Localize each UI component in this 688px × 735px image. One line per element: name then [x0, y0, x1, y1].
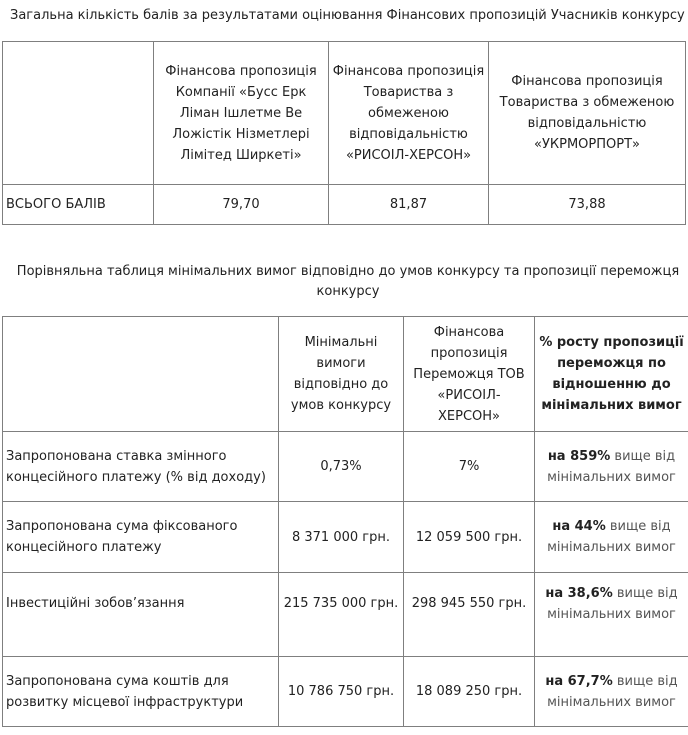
winner-offer: 298 945 550 грн. [404, 573, 535, 657]
column-header: % росту пропозиції переможця по відношенню до мінімальних вимог [535, 317, 688, 432]
score-value: 73,88 [489, 185, 686, 225]
min-requirement: 215 735 000 грн. [279, 573, 404, 657]
growth-cell [535, 657, 688, 727]
column-header: Фінансова пропозиція Компанії «Бусс Ерк Ліман Ішлетме Ве Ложістік Нізметлері Лімітед Ширкеті» [154, 42, 329, 185]
row-label: Запропонована ставка змінного концесійного платежу (% від доходу) [3, 432, 279, 502]
winner-offer: 18 089 250 грн. [404, 657, 535, 727]
comparison-title: Порівняльна таблиця мінімальних вимог відповідно до умов конкурсу та пропозиції переможця конкурсу [16, 264, 680, 299]
column-header: Мінімальні вимоги відповідно до умов конкурсу [279, 317, 404, 432]
column-header: Фінансова пропозиція Товариства з обмеженою відповідальністю «РИСОІЛ-ХЕРСОН» [329, 42, 489, 185]
min-requirement: 0,73% [279, 432, 404, 502]
winner-offer: 12 059 500 грн. [404, 502, 535, 573]
column-header: Фінансова пропозиція Товариства з обмеженою відповідальністю «УКРМОРПОРТ» [489, 42, 686, 185]
growth-cell [535, 573, 688, 657]
table-row [3, 657, 688, 727]
growth-cell [535, 432, 688, 502]
scores-table [2, 41, 686, 225]
growth-note: вище від мінімальних вимог [547, 673, 678, 710]
table-row [3, 185, 686, 225]
results-title: Загальна кількість балів за результатами оцінювання Фінансових пропозицій Учасників конкурсу [10, 8, 685, 23]
growth-value: на 67,7% [545, 673, 613, 689]
growth-note: вище від мінімальних вимог [547, 519, 676, 555]
table-row [3, 317, 688, 432]
table-row [3, 432, 688, 502]
growth-note: вище від мінімальних вимог [547, 585, 678, 622]
row-label: ВСЬОГО БАЛІВ [3, 185, 154, 225]
score-value: 81,87 [329, 185, 489, 225]
comparison-table [2, 316, 688, 727]
growth-note: вище від мінімальних вимог [547, 448, 676, 485]
growth-value: на 44% [552, 519, 606, 534]
table-row [3, 502, 688, 573]
table-row [3, 573, 688, 657]
winner-offer: 7% [404, 432, 535, 502]
row-label: Запропонована сума фіксованого концесійного платежу [3, 502, 279, 573]
min-requirement: 8 371 000 грн. [279, 502, 404, 573]
row-label: Інвестиційні зобов’язання [3, 573, 279, 657]
growth-value: на 38,6% [545, 585, 613, 601]
growth-cell [535, 502, 688, 573]
row-label: Запропонована сума коштів для розвитку місцевої інфраструктури [3, 657, 279, 727]
empty-header-cell [3, 317, 279, 432]
column-header: Фінансова пропозиція Переможця ТОВ «РИСОІЛ-ХЕРСОН» [404, 317, 535, 432]
score-value: 79,70 [154, 185, 329, 225]
growth-value: на 859% [547, 448, 611, 464]
table-row [3, 42, 686, 185]
min-requirement: 10 786 750 грн. [279, 657, 404, 727]
empty-header-cell [3, 42, 154, 185]
